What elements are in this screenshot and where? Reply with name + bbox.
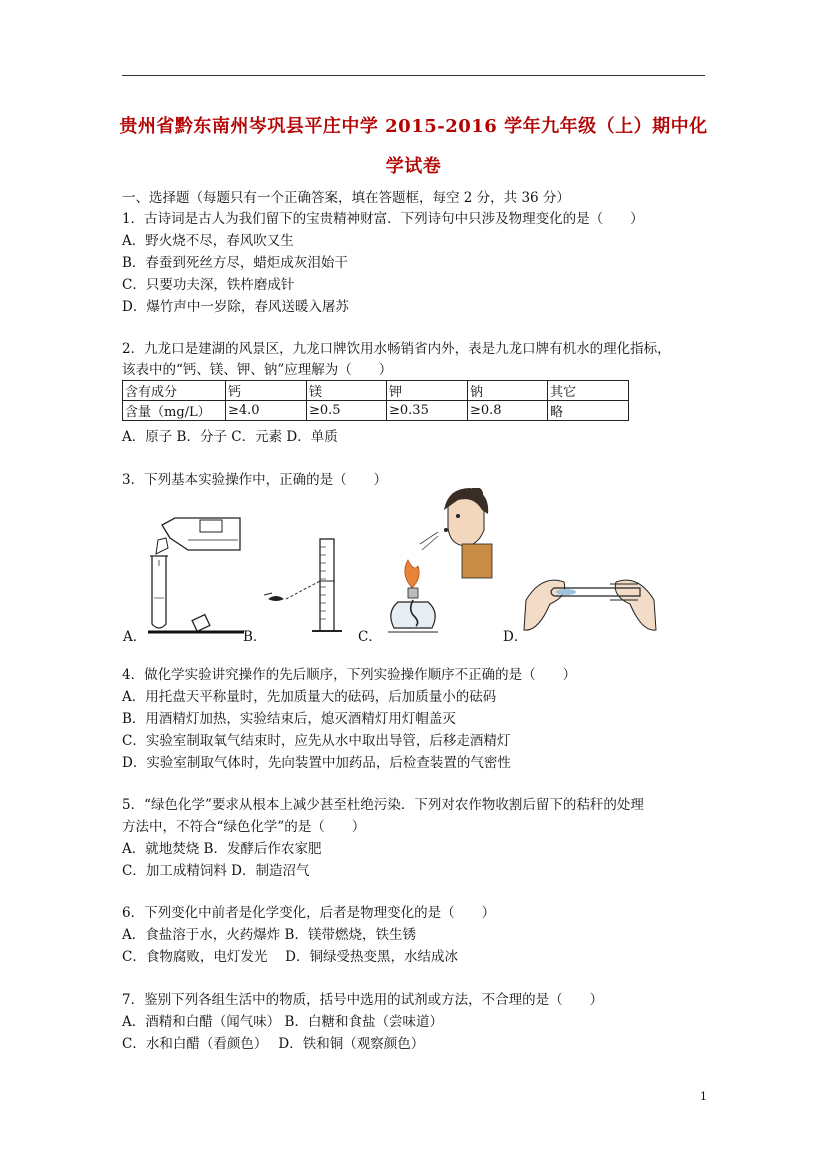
table-cell: 含量（mg/L） — [123, 401, 226, 421]
q7-options-ab: A．酒精和白醋（闻气味） B．白糖和食盐（尝味道） — [122, 1014, 443, 1030]
title-line-1: 贵州省黔东南州岑巩县平庄中学 2015-2016 学年九年级（上）期中化 — [119, 116, 708, 137]
q3-stem: 3．下列基本实验操作中，正确的是（ ） — [122, 472, 388, 488]
q6-stem: 6．下列变化中前者是化学变化，后者是物理变化的是（ ） — [122, 905, 496, 921]
q5-options-cd: C．加工成精饲料 D．制造沼气 — [122, 863, 310, 879]
q7-options-cd: C．水和白醋（看颜色） D．铁和铜（观察颜色） — [122, 1036, 425, 1052]
table-cell: 其它 — [548, 381, 629, 401]
table-cell: ≥4.0 — [226, 401, 307, 421]
q5-stem-1: 5．“绿色化学”要求从根本上减少甚至杜绝污染．下列对农作物收割后留下的秸秆的处理 — [122, 797, 644, 813]
q1-option-c: C．只要功夫深，铁杵磨成针 — [122, 277, 295, 293]
alcohol-lamp-figure — [378, 488, 498, 638]
table-header-row — [123, 381, 629, 401]
q3-label-c: C． — [358, 629, 382, 645]
q6-options-ab: A．食盐溶于水，火药爆炸 B．镁带燃烧，铁生锈 — [122, 927, 416, 943]
q5-options-ab: A．就地焚烧 B．发酵后作农家肥 — [122, 841, 322, 857]
q2-stem-2: 该表中的“钙、镁、钾、钠”应理解为（ ） — [122, 362, 393, 378]
q1-stem: 1．古诗词是古人为我们留下的宝贵精神财富．下列诗句中只涉及物理变化的是（ ） — [122, 211, 644, 227]
q7-stem: 7．鉴别下列各组生活中的物质，括号中选用的试剂或方法，不合理的是（ ） — [122, 992, 604, 1008]
q4-option-a: A．用托盘天平称量时，先加质量大的砝码，后加质量小的砝码 — [122, 689, 497, 705]
q2-options: A．原子 B．分子 C．元素 D．单质 — [122, 429, 338, 445]
q3-label-b: B． — [243, 629, 267, 645]
q1-option-d: D．爆竹声中一岁除，春风送暖入屠苏 — [122, 299, 349, 315]
title-line-2: 学试卷 — [385, 156, 442, 177]
q1-option-b: B．春蚕到死丝方尽，蜡炬成灰泪始干 — [122, 255, 348, 271]
q6-options-cd: C．食物腐败，电灯发光 D．铜绿受热变黑，水结成冰 — [122, 949, 458, 965]
q4-stem: 4．做化学实验讲究操作的先后顺序，下列实验操作顺序不正确的是（ ） — [122, 667, 577, 683]
pouring-liquid-figure — [140, 510, 250, 638]
table-cell: 钠 — [468, 381, 548, 401]
table-cell: ≥0.5 — [307, 401, 387, 421]
q3-label-a: A． — [123, 629, 147, 645]
q3-label-d: D． — [503, 629, 528, 645]
q5-stem-2: 方法中，不符合“绿色化学”的是（ ） — [122, 819, 366, 835]
table-row — [123, 401, 629, 421]
page-number: 1 — [700, 1090, 707, 1103]
table-cell: ≥0.35 — [387, 401, 468, 421]
test-tube-hands-figure — [520, 560, 660, 640]
q4-option-d: D．实验室制取气体时，先向装置中加药品，后检查装置的气密性 — [122, 755, 511, 771]
header-rule — [122, 75, 705, 76]
water-table — [122, 380, 629, 421]
table-cell: 含有成分 — [123, 381, 226, 401]
q2-stem-1: 2．九龙口是建湖的风景区，九龙口牌饮用水畅销省内外，表是九龙口牌有机水的理化指标， — [122, 341, 671, 357]
q4-option-c: C．实验室制取氧气结束时，应先从水中取出导管，后移走酒精灯 — [122, 733, 511, 749]
table-cell: ≥0.8 — [468, 401, 548, 421]
table-cell: 钙 — [226, 381, 307, 401]
section-heading: 一、选择题（每题只有一个正确答案，填在答题框，每空 2 分，共 36 分） — [122, 190, 570, 206]
table-cell: 略 — [548, 401, 629, 421]
table-cell: 钾 — [387, 381, 468, 401]
q1-option-a: A．野火烧不尽，春风吹又生 — [122, 233, 294, 249]
graduated-cylinder-figure — [262, 535, 362, 638]
table-cell: 镁 — [307, 381, 387, 401]
q4-option-b: B．用酒精灯加热，实验结束后，熄灭酒精灯用灯帽盖灭 — [122, 711, 456, 727]
